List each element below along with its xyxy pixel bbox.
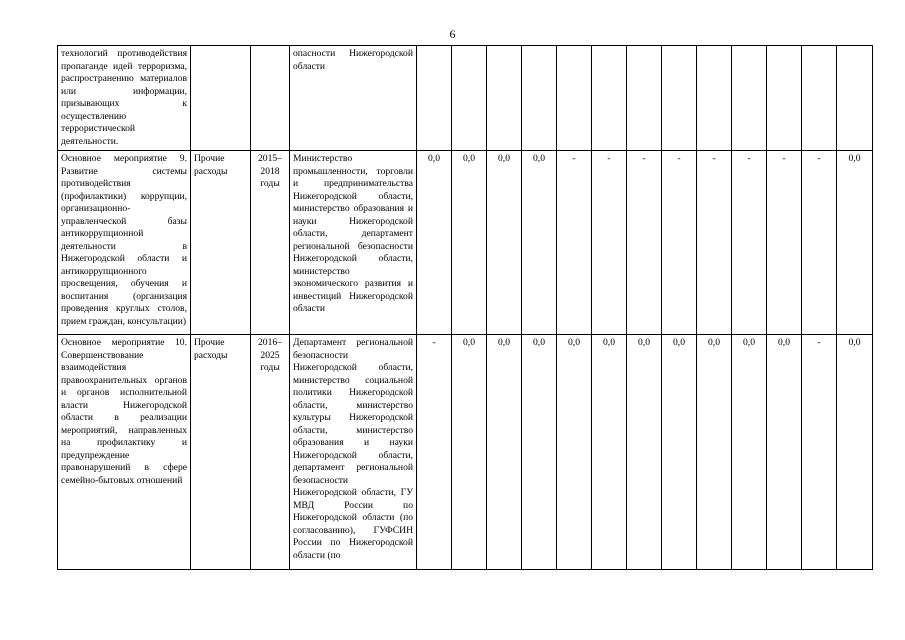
- value-cell: 0,0: [522, 335, 557, 570]
- value-cell: [417, 46, 452, 151]
- value-cell: 0,0: [487, 335, 522, 570]
- value-cell: 0,0: [417, 151, 452, 335]
- value-cell: -: [557, 151, 592, 335]
- value-cell: 0,0: [697, 335, 732, 570]
- value-cell: 0,0: [837, 151, 873, 335]
- value-cell: 0,0: [452, 151, 487, 335]
- value-cell: 0,0: [662, 335, 697, 570]
- table-row: [58, 335, 873, 570]
- activity-name-cell: технологий противодействия пропаганде идей терроризма, распространению материалов или информации, призывающих к осуществлению террористической деятельности.: [58, 46, 191, 151]
- activity-name-cell: Основное мероприятие 9. Развитие системы противодействия (профилактики) коррупции, организационно-управленческой базы антикоррупционной деятельности в Нижегородской области и антикоррупционного просвещения, обучения и воспитания (организация проведения круглых столов, прием граждан, консультации): [58, 151, 191, 335]
- executors-cell: Министерство промышленности, торговли и предпринимательства Нижегородской области, министерство образования и науки Нижегородской области, департамент региональной безопасности Нижегородской области, министерство экономического развития и инвестиций Нижегородской области: [290, 151, 417, 335]
- years-cell: 2016– 2025 годы: [251, 335, 290, 570]
- page-number: 6: [449, 27, 456, 41]
- table-body: [58, 46, 873, 570]
- value-cell: [767, 46, 802, 151]
- expense-type-cell: Прочие расходы: [191, 335, 251, 570]
- expense-type-cell: [191, 46, 251, 151]
- value-cell: -: [697, 151, 732, 335]
- value-cell: -: [417, 335, 452, 570]
- years-cell: [251, 46, 290, 151]
- value-cell: 0,0: [627, 335, 662, 570]
- value-cell: [697, 46, 732, 151]
- value-cell: [627, 46, 662, 151]
- value-cell: 0,0: [732, 335, 767, 570]
- value-cell: 0,0: [592, 335, 627, 570]
- executors-cell: опасности Нижегородской области: [290, 46, 417, 151]
- value-cell: 0,0: [522, 151, 557, 335]
- value-cell: -: [802, 151, 837, 335]
- value-cell: -: [802, 335, 837, 570]
- value-cell: [452, 46, 487, 151]
- value-cell: -: [662, 151, 697, 335]
- value-cell: 0,0: [487, 151, 522, 335]
- value-cell: [487, 46, 522, 151]
- executors-cell: Департамент региональной безопасности Нижегородской области, министерство социальной политики Нижегородской области, министерство культуры Нижегородской области, министерство образования и науки Нижегородской области, департамент региональной безопасности Нижегородской области, ГУ МВД России по Нижегородской области (по согласованию), ГУФСИН России по Нижегородской области (по: [290, 335, 417, 570]
- value-cell: -: [732, 151, 767, 335]
- expense-type-cell: Прочие расходы: [191, 151, 251, 335]
- value-cell: [662, 46, 697, 151]
- value-cell: [732, 46, 767, 151]
- value-cell: -: [627, 151, 662, 335]
- value-cell: [557, 46, 592, 151]
- table-row: [58, 46, 873, 151]
- value-cell: 0,0: [452, 335, 487, 570]
- value-cell: [522, 46, 557, 151]
- years-cell: 2015– 2018 годы: [251, 151, 290, 335]
- value-cell: 0,0: [767, 335, 802, 570]
- table-row: [58, 151, 873, 335]
- value-cell: 0,0: [557, 335, 592, 570]
- value-cell: -: [592, 151, 627, 335]
- value-cell: -: [767, 151, 802, 335]
- value-cell: 0,0: [837, 335, 873, 570]
- program-activities-table: [57, 45, 873, 570]
- value-cell: [802, 46, 837, 151]
- value-cell: [837, 46, 873, 151]
- activity-name-cell: Основное мероприятие 10. Совершенствование взаимодействия правоохранительных органов и органов исполнительной власти Нижегородской области в реализации мероприятий, направленных на профилактику и предупреждение правонарушений в сфере семейно-бытовых отношений: [58, 335, 191, 570]
- value-cell: [592, 46, 627, 151]
